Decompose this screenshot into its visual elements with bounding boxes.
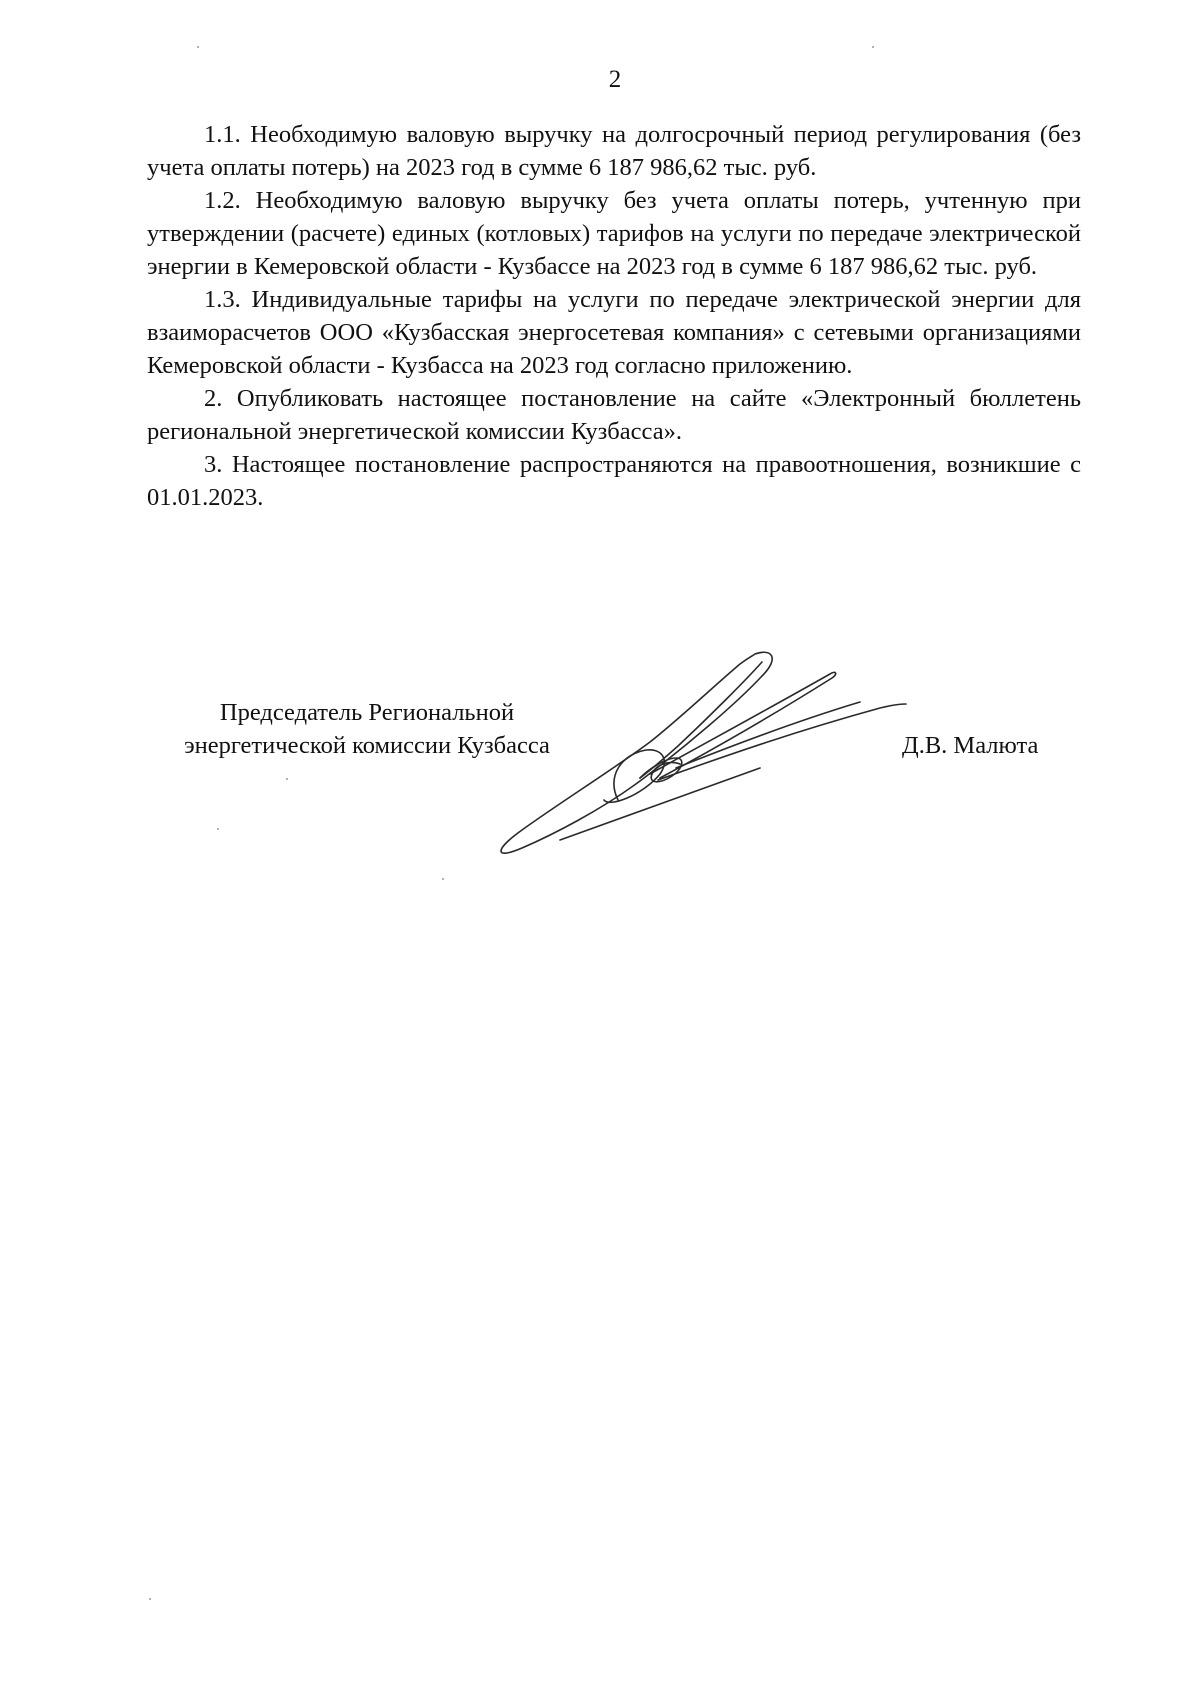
paragraph-1-2: 1.2. Необходимую валовую выручку без учета оплаты потерь, учтенную при утверждении (расчете) единых (котловых) тарифов на услуги по передаче электрической энергии в Кемеровской области - Кузбассе на 2023 год в сумме 6 187 986,62 тыс. руб. <box>147 187 1081 280</box>
handwritten-signature <box>500 650 920 880</box>
paragraph-2: 2. Опубликовать настоящее постановление на сайте «Электронный бюллетень региональной энергетической комиссии Кузбасса». <box>147 385 1081 445</box>
scan-speck <box>197 46 199 48</box>
scan-speck <box>286 778 288 780</box>
signatory-position-line2: энергетической комиссии Кузбасса <box>184 732 550 759</box>
page-number: 2 <box>608 66 622 93</box>
document-body <box>147 118 1081 514</box>
signatory-position-line1: Председатель Региональной <box>219 699 515 726</box>
scan-speck <box>442 878 444 880</box>
signatory-name: Д.В. Малюта <box>902 732 1039 759</box>
paragraph-1-1: 1.1. Необходимую валовую выручку на долгосрочный период регулирования (без учета оплаты потерь) на 2023 год в сумме 6 187 986,62 тыс. руб. <box>147 121 1081 181</box>
scan-speck <box>872 46 874 48</box>
paragraph-3: 3. Настоящее постановление распространяются на правоотношения, возникшие с 01.01.2023. <box>147 451 1081 511</box>
paragraph-1-3: 1.3. Индивидуальные тарифы на услуги по передаче электрической энергии для взаиморасчетов ООО «Кузбасская энергосетевая компания» с сетевыми организациями Кемеровской области - Кузбасса на 2023 год согласно приложению. <box>147 286 1081 379</box>
scan-speck <box>149 1598 151 1600</box>
scan-speck <box>217 828 219 830</box>
